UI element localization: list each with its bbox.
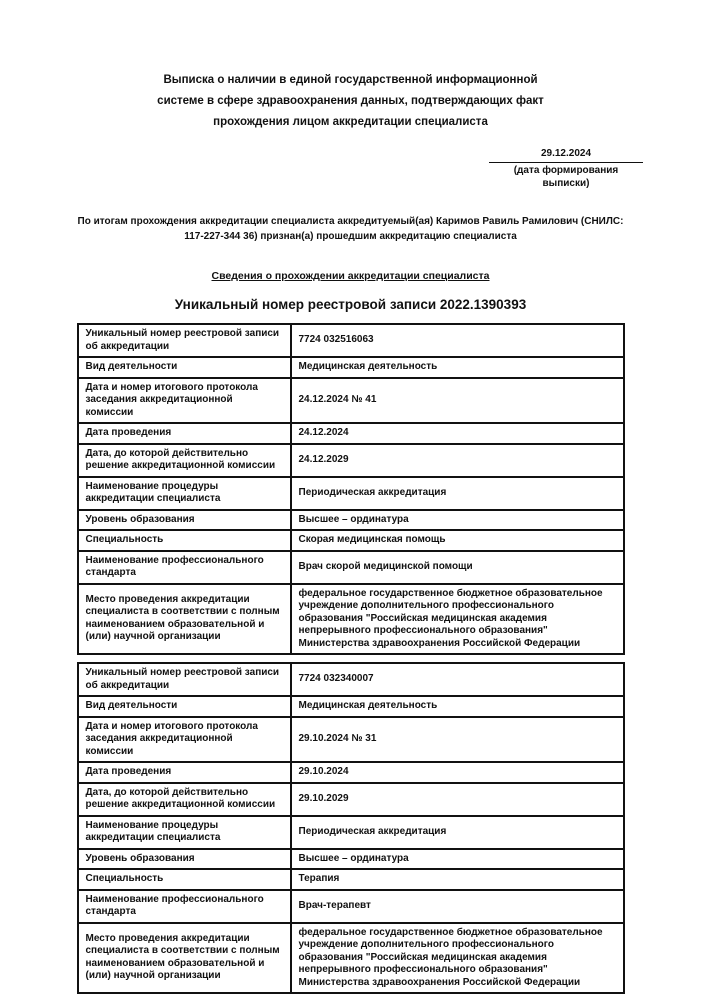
row-label: Уровень образования [78,510,291,531]
row-label: Дата, до которой действительно решение аккредитационной комиссии [78,444,291,477]
extract-date-caption: (дата формирования выписки) [513,165,619,189]
row-label: Вид деятельности [78,696,291,717]
extract-date-block [489,147,643,190]
row-label: Дата проведения [78,423,291,444]
row-label: Наименование профессионального стандарта [78,890,291,923]
row-value: 7724 032340007 [291,663,624,696]
row-value: Периодическая аккредитация [291,477,624,510]
table-row [78,510,624,531]
row-label: Наименование профессионального стандарта [78,551,291,584]
row-label: Наименование процедуры аккредитации специалиста [78,816,291,849]
row-label: Специальность [78,869,291,890]
row-value: 29.10.2029 [291,783,624,816]
row-value: Терапия [291,869,624,890]
accreditation-table-1 [77,323,625,655]
row-value: Врач-терапевт [291,890,624,923]
table-row [78,762,624,783]
row-label: Дата и номер итогового протокола заседания аккредитационной комиссии [78,378,291,424]
row-value: Периодическая аккредитация [291,816,624,849]
table-row [78,530,624,551]
table-row [78,717,624,763]
row-value: 29.10.2024 [291,762,624,783]
accreditation-intro-paragraph: По итогам прохождения аккредитации специалиста аккредитуемый(ая) Каримов Равиль Рамилович (СНИЛС: 117-227-344 36) признан(а) прошедшим аккредитацию специалиста [77,216,624,242]
table-row [78,357,624,378]
row-value: Медицинская деятельность [291,696,624,717]
table-row [78,816,624,849]
table-row [78,324,624,357]
row-label: Место проведения аккредитации специалиста в соответствии с полным наименованием образовательной и (или) научной организации [78,923,291,994]
row-value: Высшее – ординатура [291,510,624,531]
row-value: 24.12.2024 [291,423,624,444]
row-label: Наименование процедуры аккредитации специалиста [78,477,291,510]
table-row [78,923,624,994]
row-label: Уникальный номер реестровой записи об аккредитации [78,324,291,357]
table-row [78,423,624,444]
registry-record-heading: Уникальный номер реестровой записи 2022.1390393 [174,297,527,312]
row-label: Дата проведения [78,762,291,783]
row-value: 7724 032516063 [291,324,624,357]
row-label: Специальность [78,530,291,551]
document-title: Выписка о наличии в единой государственной информационной системе в сфере здравоохранения данных, подтверждающих факт прохождения лицом аккредитации специалиста [157,74,544,128]
table-row [78,849,624,870]
row-value: 29.10.2024 № 31 [291,717,624,763]
row-value: Скорая медицинская помощь [291,530,624,551]
row-label: Уникальный номер реестровой записи об аккредитации [78,663,291,696]
document-page [0,70,701,988]
extract-date: 29.12.2024 [489,147,643,163]
row-label: Дата и номер итогового протокола заседания аккредитационной комиссии [78,717,291,763]
row-value: федеральное государственное бюджетное образовательное учреждение дополнительного профессионального образования "Российская медицинская академия непрерывного профессионального образования" Министерства здравоохранения Российской Федерации [291,923,624,994]
row-value: федеральное государственное бюджетное образовательное учреждение дополнительного профессионального образования "Российская медицинская академия непрерывного профессионального образования" Министерства здравоохранения Российской Федерации [291,584,624,655]
table-row [78,551,624,584]
row-value: Высшее – ординатура [291,849,624,870]
table-row [78,696,624,717]
table-row [78,584,624,655]
section-heading: Сведения о прохождении аккредитации специалиста [211,270,490,282]
row-value: 24.12.2024 № 41 [291,378,624,424]
row-label: Место проведения аккредитации специалиста в соответствии с полным наименованием образовательной и (или) научной организации [78,584,291,655]
table-row [78,378,624,424]
row-value: Медицинская деятельность [291,357,624,378]
row-label: Уровень образования [78,849,291,870]
row-value: Врач скорой медицинской помощи [291,551,624,584]
table-row [78,663,624,696]
table-row [78,890,624,923]
table-row [78,869,624,890]
row-label: Дата, до которой действительно решение аккредитационной комиссии [78,783,291,816]
table-row [78,783,624,816]
row-value: 24.12.2029 [291,444,624,477]
accreditation-table-2 [77,662,625,994]
row-label: Вид деятельности [78,357,291,378]
table-row [78,477,624,510]
table-row [78,444,624,477]
